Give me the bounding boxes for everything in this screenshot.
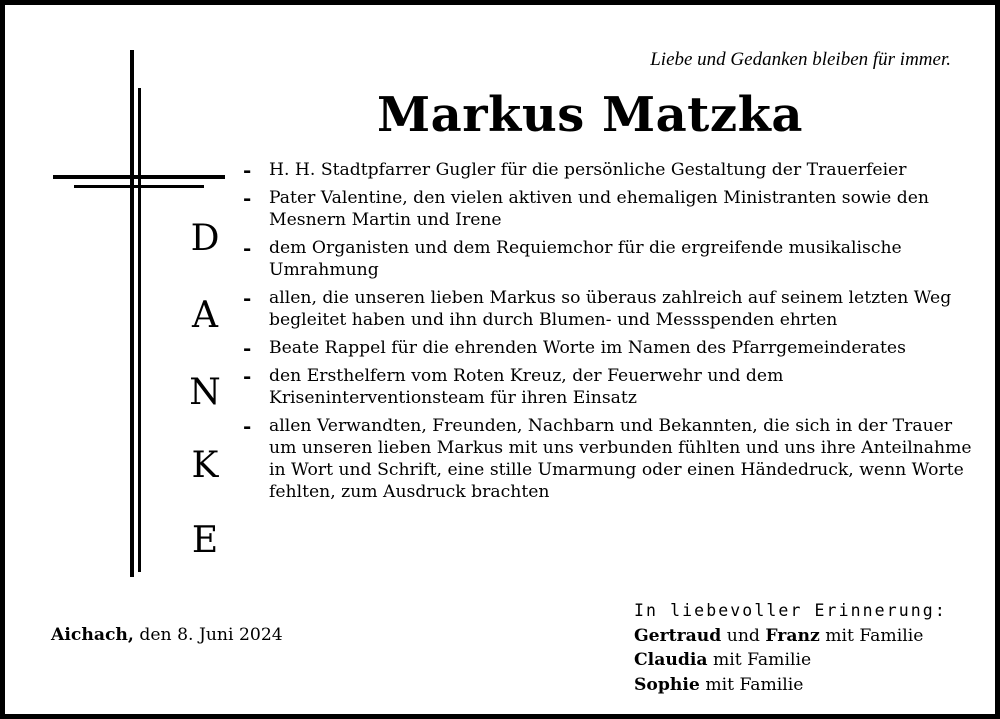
thanks-item-text: allen, die unseren lieben Markus so überaus zahlreich auf seinem letzten Weg begleitet haben und ihn durch Blumen- und Messspenden ehrten — [269, 288, 952, 330]
dash-bullet: - — [243, 414, 252, 438]
signature-name: Claudia — [634, 650, 708, 670]
thanks-item-text: Beate Rappel für die ehrenden Worte im Namen des Pfarrgemeinderates — [269, 338, 906, 358]
thanks-list — [243, 159, 973, 509]
thanks-item — [243, 337, 973, 359]
thanks-item — [243, 237, 973, 281]
thanks-item-text: den Ersthelfern vom Roten Kreuz, der Feuerwehr und dem Kriseninterventionsteam für ihren Einsatz — [269, 366, 784, 408]
place-date — [51, 625, 283, 645]
thanks-item — [243, 287, 973, 331]
thanks-item-text: allen Verwandten, Freunden, Nachbarn und Bekannten, die sich in der Trauer um unseren lieben Markus mit uns verbunden fühlten und uns ihre Anteilnahme in Wort und Schrift, eine stille Umarmung oder einen Händedruck, wenn Worte fehlten, zum Ausdruck brachten — [269, 416, 972, 502]
place: Aichach, — [51, 625, 134, 645]
dash-bullet: - — [243, 236, 252, 260]
danke-letter: N — [189, 372, 221, 413]
deceased-name: Markus Matzka — [377, 87, 803, 143]
thanks-item — [243, 187, 973, 231]
signature-text: mit Familie — [819, 625, 924, 646]
signature-name: Franz — [765, 625, 820, 646]
dash-bullet: - — [243, 158, 252, 182]
thanks-item — [243, 365, 973, 409]
dash-bullet: - — [243, 336, 252, 360]
motto-text: Liebe und Gedanken bleiben für immer. — [650, 49, 951, 70]
signature-text: und — [721, 625, 766, 646]
cross-icon-horizontal-outer — [53, 175, 225, 179]
dash-bullet: - — [243, 364, 252, 388]
signature-line — [634, 648, 947, 673]
thanks-item — [243, 415, 973, 503]
cross-icon-vertical-outer — [130, 50, 134, 577]
signature-name: Gertraud — [634, 625, 722, 646]
danke-letter: A — [192, 295, 218, 336]
cross-icon-horizontal-inner — [74, 185, 204, 188]
date: den 8. Juni 2024 — [133, 625, 283, 645]
signature-name: Sophie — [634, 674, 700, 695]
thanks-item-text: H. H. Stadtpfarrer Gugler für die persönliche Gestaltung der Trauerfeier — [269, 160, 907, 180]
signature-line — [634, 673, 947, 698]
cross-icon-vertical-inner — [138, 88, 141, 572]
dash-bullet: - — [243, 186, 252, 210]
danke-letter: D — [190, 218, 220, 259]
thanks-item-text: dem Organisten und dem Requiemchor für die ergreifende musikalische Umrahmung — [269, 238, 902, 280]
dash-bullet: - — [243, 286, 252, 310]
signature-text: mit Familie — [707, 650, 812, 670]
signature-line — [634, 624, 947, 649]
signature-block — [634, 599, 947, 697]
danke-letter: K — [191, 445, 219, 486]
signature-text: mit Familie — [699, 674, 804, 695]
danke-letter: E — [191, 520, 219, 561]
signature-intro: In liebevoller Erinnerung: — [634, 601, 947, 620]
thanks-item — [243, 159, 973, 181]
thanks-item-text: Pater Valentine, den vielen aktiven und ehemaligen Ministranten sowie den Mesnern Martin und Irene — [269, 188, 930, 230]
